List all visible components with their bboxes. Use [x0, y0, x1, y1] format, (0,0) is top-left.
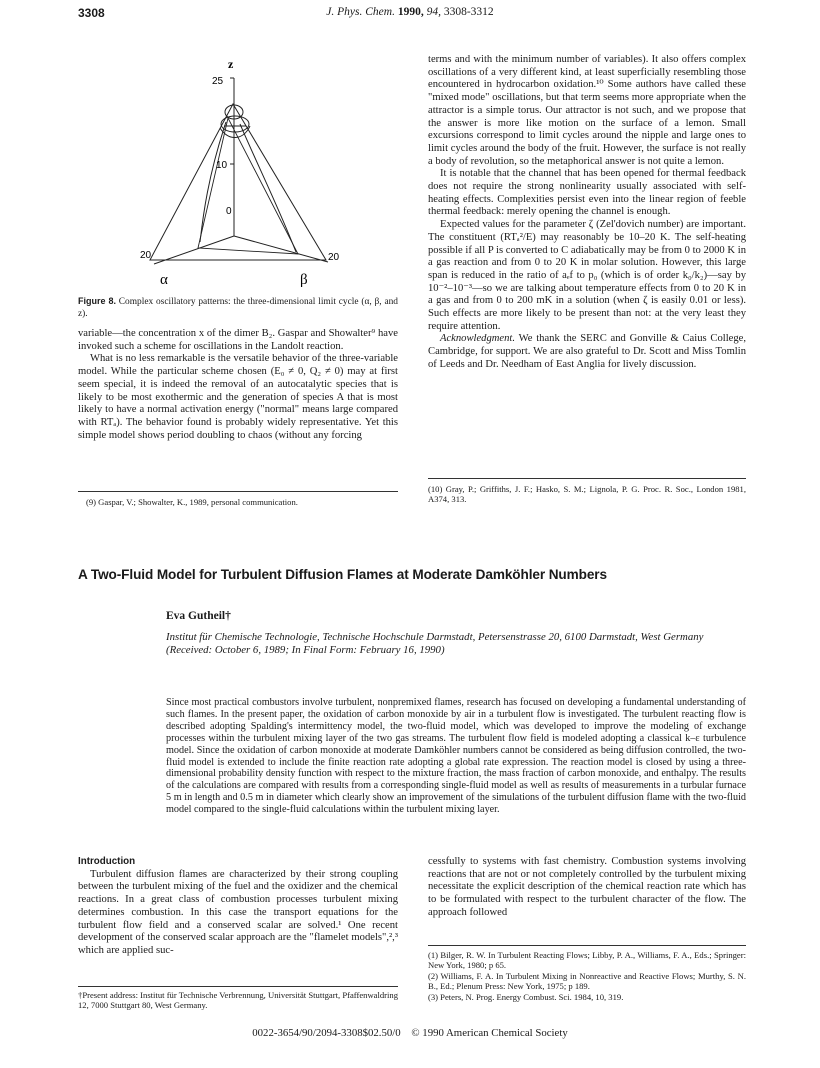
intro-left-column	[78, 856, 398, 958]
tick-20-left: 20	[140, 250, 152, 261]
caption-text: Complex oscillatory patterns: the three-dimensional limit cycle (α, β, and z).	[78, 297, 398, 319]
right-footnote-rule	[428, 478, 746, 479]
references	[428, 950, 746, 1002]
journal-name: J. Phys. Chem.	[326, 6, 395, 18]
tick-0: 0	[226, 206, 232, 217]
abstract: Since most practical combustors involve turbulent, nonpremixed flames, research has focused on developing a fundamental understanding of such flames. In the present paper, the oxidation of carbon monoxide by air in a turbulent flow is investigated. The turbulent reacting flow is described adopting Spalding's intermittency model, the two-fluid model, which was developed to improve the modeling of exchange processes within the turbulent mixing layer of the two gas streams. The turbulent flow field is modeled adopting a classical k–ε turbulence model. Since the oxidation of carbon monoxide at moderate Damköhler numbers cannot be considered as being diffusion controlled, the two-fluid model is extended to include the finite reaction rate adopting a global rate expression. The reaction model is closed by using a three-dimensional probability density function with respect to the mixture fraction, the mass fraction of carbon monoxide, and enthalpy. The results of the calculations are compared with results from a corresponding single-fluid model as well as results of measurements in a turbular furnace 5 m in length and 0.5 m in diameter which clearly show an improvement of the simulations of the turbulent diffusion flame with the two-fluid model compared to the single-fluid calculations within the turbulent mixing layer.	[166, 697, 746, 816]
alpha-label: α	[160, 272, 168, 288]
left-paragraph-1: variable—the concentration x of the dimer B₂. Gaspar and Showalter⁹ have invoked such a scheme for oscillations in the Landolt reaction.	[78, 328, 398, 352]
tick-10: 10	[216, 160, 228, 171]
footnote-9: (9) Gaspar, V.; Showalter, K., 1989, personal communication.	[86, 497, 298, 507]
tick-20-right: 20	[328, 252, 340, 263]
intro-right-column	[428, 856, 746, 920]
author-affiliation: Institut für Chemische Technologie, Technische Hochschule Darmstadt, Petersenstrasse 20, 6100 Darmstadt, West Germany (Received: October 6, 1989; In Final Form: February 16, 1990)	[166, 631, 704, 656]
copyright: © 1990 American Chemical Society	[411, 1027, 568, 1039]
z-axis-label: z	[228, 57, 234, 71]
left-footnote-rule	[78, 491, 398, 492]
author-name: Eva Gutheil†	[166, 610, 231, 622]
caption-label: Figure 8.	[78, 296, 116, 306]
footnote-10: (10) Gray, P.; Griffiths, J. F.; Hasko, S. M.; Lignola, P. G. Proc. R. Soc., London 1981, A374, 313.	[428, 484, 746, 505]
page-number: 3308	[78, 6, 105, 20]
figure-caption	[78, 296, 398, 320]
section-heading-introduction: Introduction	[78, 856, 136, 867]
reference-1: (1) Bilger, R. W. In Turbulent Reacting Flows; Libby, P. A., Williams, F. A., Eds.; Springer: New York, 1980; p 65.	[428, 950, 746, 971]
ack-label: Acknowledgment.	[440, 333, 516, 345]
right-paragraph-3: Expected values for the parameter ζ (Zel'dovich number) are important. The constituent (RTₐ²/E) may reasonably be 10–20 K. The self-heating possible if all P is converted to C adiabatically may be from 0 to 2000 K in a gas reaction and from 0 to 20 K in molar solution. However, this large span is reduced in the ratio of aₑf to p₀ (which is of order k₀/k₂)—say by 10⁻²–10⁻³—so we are talking about temperature effects from 0 to 20 K in a gas and from 0 to 200 mK in a solution (when ζ is easily 0.01 or less). Such effects are more likely to be present than not: at the very least they require attention.	[428, 219, 746, 332]
page-footer	[0, 1027, 820, 1039]
intro-left-paragraph: Turbulent diffusion flames are characterized by their strong coupling between the turbulent mixing of the fuel and the oxidizer and the chemical reactions. In a great class of combustion processes turbulent mixing determines combustion. In this case the transport equations for the turbulent flow field and a conserved scalar are solved.¹ One recent development of the conserved scalar approach are the "flamelet models",²,³ which are applied suc-	[78, 868, 398, 956]
beta-label: β	[300, 272, 308, 288]
journal-header	[0, 6, 820, 18]
reference-2: (2) Williams, F. A. In Turbulent Mixing in Nonreactive and Reactive Flows; Murthy, S. N. B., Ed.; Plenum Press: New York, 1975; p 189.	[428, 970, 746, 992]
acknowledgment	[428, 333, 746, 371]
figure-8	[78, 26, 418, 288]
ack-text: We thank the SERC and Gonville & Caius College, Cambridge, for support. We are also grateful to Dr. Scott and Miss Tomlin of Leeds and Dr. Needham of East Anglia for lively discussion.	[428, 333, 746, 370]
right-paragraph-1: terms and with the minimum number of variables). It also offers complex oscillations of a very different kind, at least superficially resembling those encountered in hydrocarbon oxidation.¹⁰ Some authors have called these "mixed mode" oscillations, but that term seems more appropriate when the attractor is a simple torus. Our attractor is not such, and we propose that the answer is more like motion on the surface of a lemon. Small excursions correspond to limit cycles around the nipple and large ones to limit cycles around the body of the fruit. However, the surface is not really a body of revolution, so the metaphorical answer is not quite a lemon.	[428, 54, 746, 167]
present-address-footnote: †Present address: Institut für Technische Verbrennung, Universität Stuttgart, Pfaffenwaldring 12, 7000 Stuttgart 80, West Germany.	[78, 990, 398, 1011]
limit-cycle-plot	[78, 26, 418, 288]
article-title: A Two-Fluid Model for Turbulent Diffusion Flames at Moderate Damköhler Numbers	[78, 567, 607, 582]
intro-right-paragraph: cessfully to systems with fast chemistry. Combustion systems involving reactions that are not or not completely controlled by the turbulent mixing necessitate the explicit description of the chemical reaction rate which has to be formulated with respect to the turbulent character of the flow. The approach followed	[428, 856, 746, 918]
present-address-rule	[78, 986, 398, 987]
references-rule	[428, 945, 746, 946]
tick-25: 25	[212, 76, 224, 87]
journal-volume: 94,	[426, 6, 441, 18]
article-code: 0022-3654/90/2094-3308$02.50/0	[252, 1027, 401, 1039]
journal-year: 1990,	[397, 6, 424, 18]
left-column-text	[78, 328, 398, 442]
left-paragraph-2: What is no less remarkable is the versatile behavior of the three-variable model. While the particular scheme chosen (E₀ ≠ 0, Q₂ ≠ 0) may at first seem special, it is indeed the removal of an autocatalytic species that is likely to be most exothermic and the generation of species A that is most likely to have a normal activation energy ("normal" means large compared with RTₐ). The behavior found is probably widely representative. Yet this simple model shows period doubling to chaos (without any forcing	[78, 353, 398, 441]
right-column-text	[428, 54, 746, 372]
right-paragraph-2: It is notable that the channel that has been opened for thermal feedback does not require the strong nonlinearity usually associated with self-heating effects. Complexities persist even into the linear region of feeble thermal feedback: merely opening the channel is enough.	[428, 168, 746, 218]
reference-3: (3) Peters, N. Prog. Energy Combust. Sci. 1984, 10, 319.	[428, 991, 624, 1002]
journal-pages: 3308-3312	[443, 6, 494, 18]
